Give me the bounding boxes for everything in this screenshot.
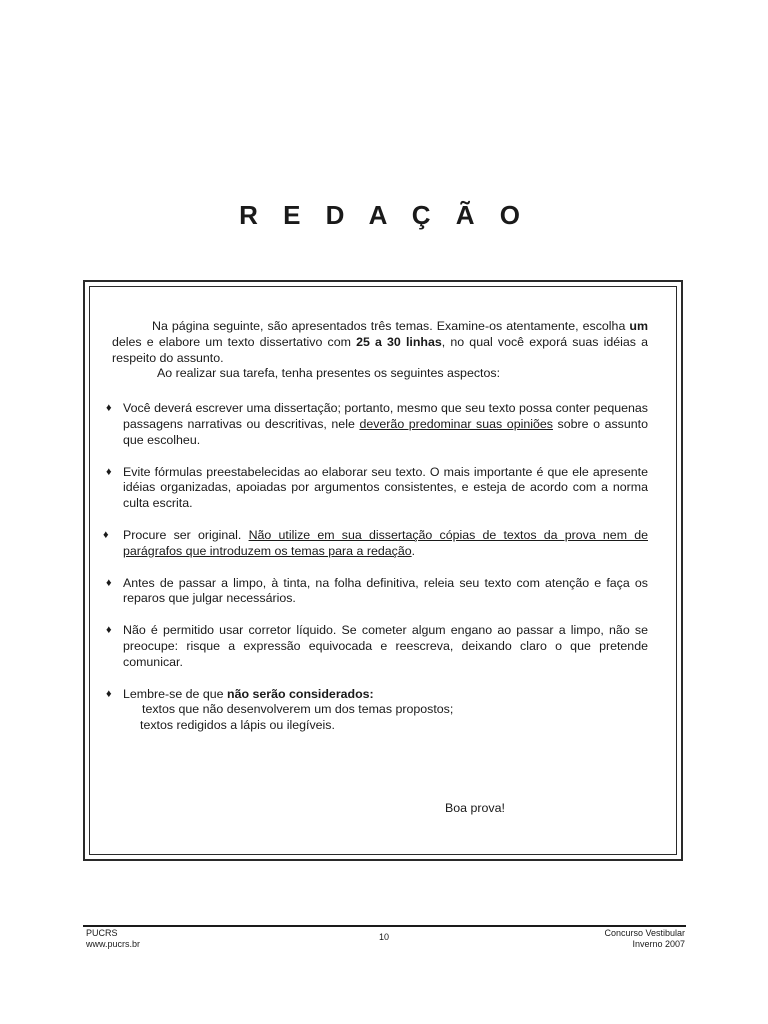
excluded-item: textos redigidos a lápis ou ilegíveis. bbox=[140, 718, 335, 733]
bold-line-count: 25 a 30 linhas bbox=[356, 334, 442, 349]
footer-institution: PUCRS bbox=[86, 928, 118, 938]
instruction-item: ♦ Lembre-se de que não serão considerados: bbox=[106, 686, 374, 701]
footer-exam-name: Concurso Vestibular bbox=[604, 928, 685, 938]
diamond-bullet-icon: ♦ bbox=[103, 528, 109, 541]
instruction-item: ♦ Procure ser original. Não utilize em sua dissertação cópias de textos da prova nem de parágrafos que introduzem os temas para a redação. bbox=[103, 527, 648, 558]
instruction-item: ♦ Você deverá escrever uma dissertação; portanto, mesmo que seu texto possa conter pequenas passagens narrativas ou descritivas, nele deverão predominar suas opiniões sobre o assunto que escolheu. bbox=[106, 401, 648, 447]
page-number: 10 bbox=[378, 932, 389, 942]
instruction-item: ♦ Evite fórmulas preestabelecidas ao elaborar seu texto. O mais importante é que ele apresente idéias organizadas, apoiadas por argumentos consistentes, e esteja de acordo com a norma culta escrita. bbox=[106, 464, 648, 511]
page-title: R E D A Ç Ã O bbox=[239, 200, 529, 230]
footer-exam-edition: Inverno 2007 bbox=[632, 939, 685, 949]
instruction-item: ♦ Antes de passar a limpo, à tinta, na folha definitiva, releia seu texto com atenção e faça os reparos que julgar necessários. bbox=[106, 575, 648, 606]
footer-website: www.pucrs.br bbox=[86, 939, 141, 949]
closing-text: Boa prova! bbox=[445, 801, 505, 815]
aspects-intro: Ao realizar sua tarefa, tenha presentes os seguintes aspectos: bbox=[157, 366, 501, 381]
diamond-bullet-icon: ♦ bbox=[106, 465, 112, 478]
diamond-bullet-icon: ♦ bbox=[106, 402, 112, 415]
instructions-content bbox=[103, 319, 648, 734]
intro-paragraph: Na página seguinte, são apresentados três temas. Examine-os atentamente, escolha um deles e elabore um texto dissertativo com 25 a 30 linhas, no qual você exporá suas idéias a respeito do assunto. bbox=[112, 319, 648, 365]
footer-divider bbox=[83, 925, 686, 927]
diamond-bullet-icon: ♦ bbox=[106, 624, 112, 637]
instruction-item: ♦ Não é permitido usar corretor líquido. Se cometer algum engano ao passar a limpo, não se preocupe: risque a expressão equivocada e reescreva, deixando claro o que pretende comunicar. bbox=[106, 623, 648, 669]
diamond-bullet-icon: ♦ bbox=[106, 576, 112, 589]
bold-um: um bbox=[629, 319, 648, 333]
diamond-bullet-icon: ♦ bbox=[106, 687, 112, 700]
footer-right bbox=[604, 928, 685, 950]
excluded-item: textos que não desenvolverem um dos temas propostos; bbox=[142, 702, 454, 717]
